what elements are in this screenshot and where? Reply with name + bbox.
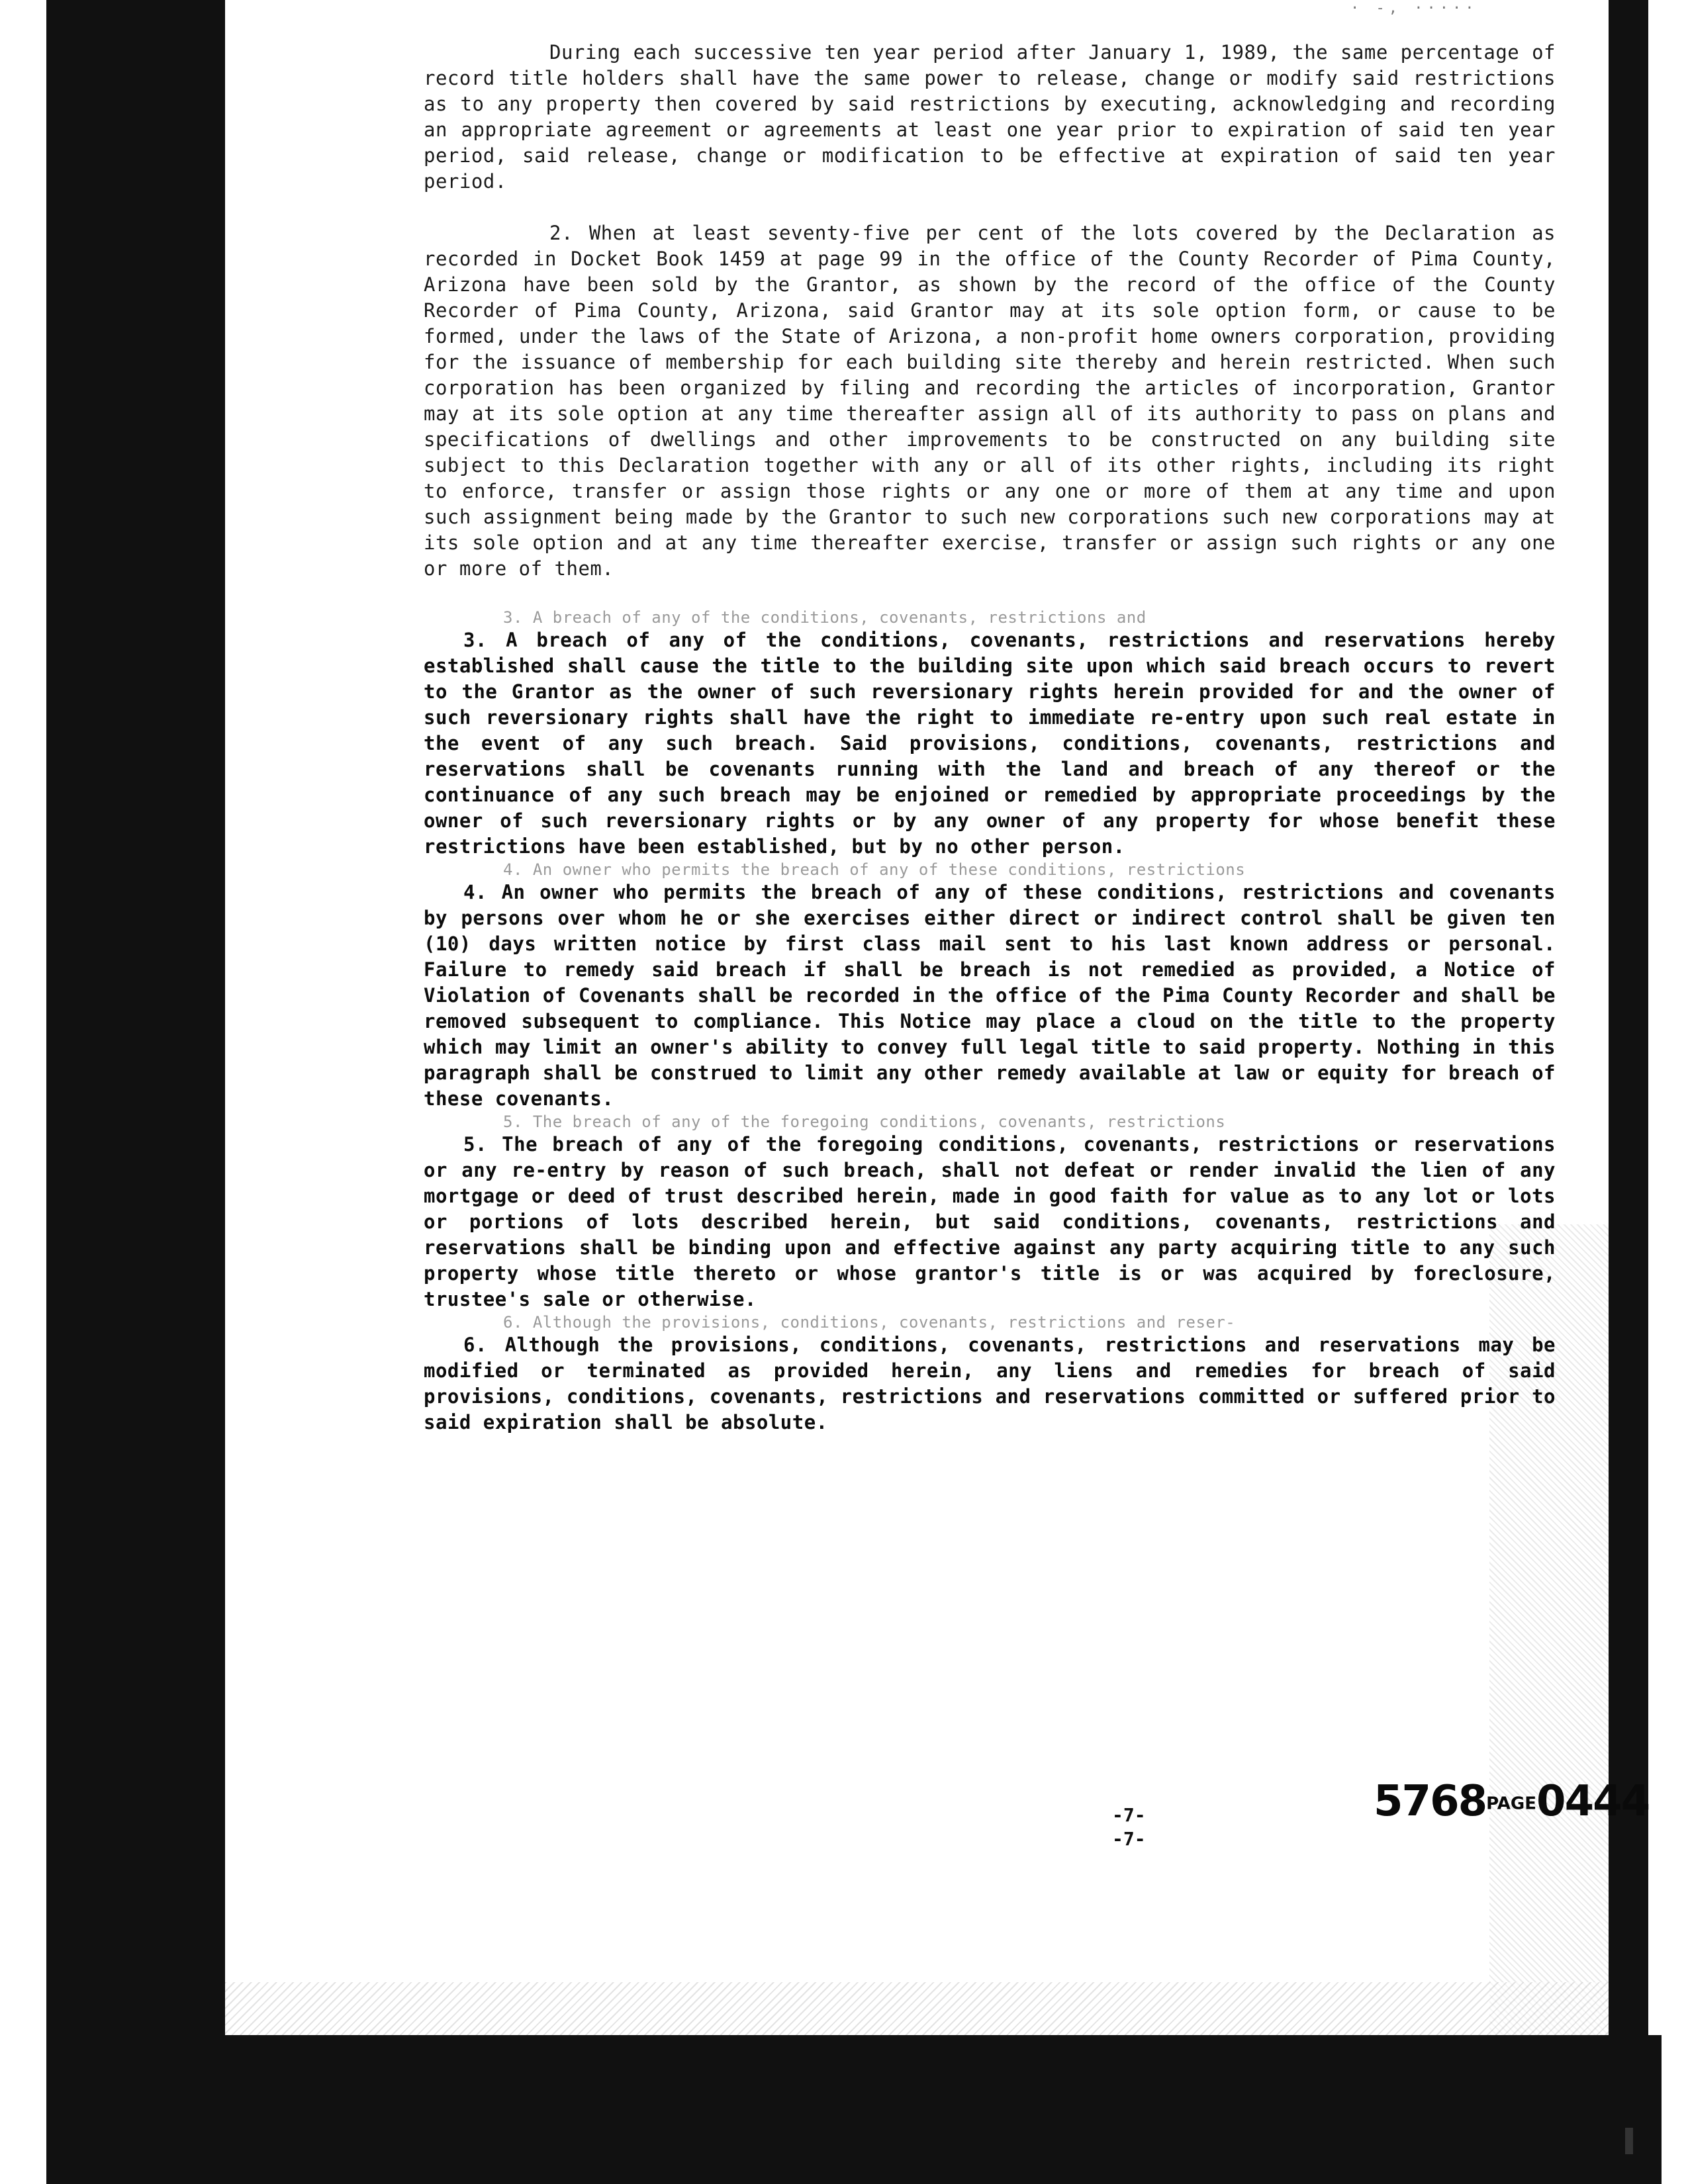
- docket-page-label: PAGE: [1486, 1794, 1537, 1814]
- docket-page-number: 0444: [1536, 1777, 1650, 1826]
- top-cropped-text: · -, ·····: [1350, 0, 1478, 17]
- ghost-line-4: 4. An owner who permits the breach of any of these conditions, restrictions: [503, 860, 1246, 879]
- document-page: [225, 0, 1650, 2035]
- scan-noise-bottom: [225, 1982, 1609, 2035]
- ghost-line-3: 3. A breach of any of the conditions, covenants, restrictions and: [503, 608, 1147, 627]
- paragraph-4: 4. An owner who permits the breach of any of these conditions, restrictions and covenants by persons over whom he or she exercises either direct or indirect control shall be given ten (10) days written notice by first class mail sent to his last known address or personal. Failure to remedy said breach if shall be breach is not remedied as provided, a Notice of Violation of Covenants shall be recorded in the office of the Pima County Recorder and shall be removed subsequent to compliance. This Notice may place a cloud on the title to the property which may limit an owner's ability to convey full legal title to said property. Nothing in this paragraph shall be construed to limit any other remedy available at law or equity for breach of these covenants.: [424, 881, 1556, 1110]
- scan-edge-mark: [1625, 2128, 1633, 2154]
- body-text: [424, 40, 1556, 1435]
- paragraph-continuation: During each successive ten year period after January 1, 1989, the same percentage of record title holders shall have the same power to release, change or modify said restrictions as to any property then covered by said restrictions by executing, acknowledging and recording an appropriate agreement or agreements at least one year prior to expiration of said ten year period, said release, change or modification to be effective at expiration of said ten year period.: [424, 41, 1556, 193]
- paragraph-6: 6. Although the provisions, conditions, covenants, restrictions and reservations may be modified or terminated as provided herein, any liens and remedies for breach of said provisions, conditions, covenants, restrictions and reservations committed or suffered prior to said expiration shall be absolute.: [424, 1334, 1556, 1433]
- paragraph-2: 2. When at least seventy-five per cent of the lots covered by the Declaration as recorded in Docket Book 1459 at page 99 in the office of the County Recorder of Pima County, Arizona have been sold by the Grantor, as shown by the record of the office of the County Recorder of Pima County, Arizona, said Grantor may at its sole option form, or cause to be formed, under the laws of the State of Arizona, a non-profit home owners corporation, providing for the issuance of membership for each building site thereby and herein restricted. When such corporation has been organized by filing and recording the articles of incorporation, Grantor may at its sole option at any time thereafter assign all of its authority to pass on plans and specifications of dwellings and other improvements to be constructed on any building site subject to this Declaration together with any or all of its other rights, including its right to enforce, transfer or assign those rights or any one or more of them at any time and upon such assignment being made by the Grantor to such new corporations such new corporations may at its sole option and at any time thereafter exercise, transfer or assign such rights or any one or more of them.: [424, 222, 1556, 580]
- docket-stamp: [1374, 1777, 1650, 1826]
- paragraph-5: 5. The breach of any of the foregoing conditions, covenants, restrictions or reservations or any re-entry by reason of such breach, shall not defeat or render invalid the lien of any mortgage or deed of trust described herein, made in good faith for value as to any lot or lots or portions of lots described herein, but said conditions, covenants, restrictions and reservations shall be binding upon and effective against any party acquiring title to any such property whose title thereto or whose grantor's title is or was acquired by foreclosure, trustee's sale or otherwise.: [424, 1133, 1556, 1310]
- scanner-border-right: [1609, 0, 1648, 2184]
- scanner-border-bottom: [46, 2035, 1662, 2184]
- scanner-border-left: [46, 0, 225, 2184]
- docket-number: 5768: [1374, 1777, 1487, 1826]
- paragraph-3: 3. A breach of any of the conditions, covenants, restrictions and reservations hereby established shall cause the title to the building site upon which said breach occurs to revert to the Grantor as the owner of such reversionary rights herein provided for and the owner of such reversionary rights shall have the right to immediate re-entry upon such real estate in the event of any such breach. Said provisions, conditions, covenants, restrictions and reservations shall be covenants running with the land and breach of any thereof or the continuance of any such breach may be enjoined or remedied by appropriate proceedings by the owner of such reversionary rights or by any owner of any property for whose benefit these restrictions have been established, but by no other person.: [424, 629, 1556, 858]
- ghost-line-6: 6. Although the provisions, conditions, covenants, restrictions and reser-: [503, 1313, 1236, 1332]
- page-number-text-repeat: -7-: [1112, 1828, 1146, 1850]
- ghost-line-5: 5. The breach of any of the foregoing conditions, covenants, restrictions: [503, 1113, 1226, 1131]
- page-number-text: -7-: [1112, 1804, 1146, 1826]
- page-number: [1112, 1803, 1146, 1851]
